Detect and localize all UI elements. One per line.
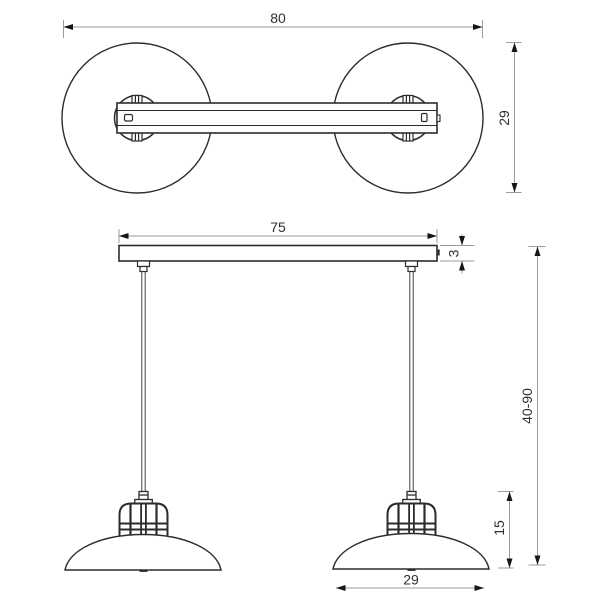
dimension-suspension-range — [519, 247, 546, 566]
arrow-left-icon — [119, 233, 129, 239]
dimension-shade-width — [336, 572, 484, 592]
front-view-dimensions — [119, 219, 546, 591]
dim-label-canopy-width: 75 — [270, 219, 286, 235]
canopy-bar — [119, 246, 437, 262]
dimension-shade-height — [491, 492, 514, 569]
top-view — [62, 43, 483, 193]
dim-label-suspension-range: 40-90 — [519, 388, 535, 424]
arrow-left-icon — [64, 24, 74, 30]
dim-label-top-width: 80 — [270, 10, 286, 26]
lamp-holder-right — [388, 504, 436, 536]
dim-label-top-depth: 29 — [496, 110, 512, 126]
cord-mounts — [138, 261, 418, 272]
arrow-down-icon — [512, 183, 518, 193]
cord-ferrules — [135, 492, 421, 504]
lamp-holder-left — [120, 504, 168, 536]
arrow-down-icon — [507, 559, 513, 569]
canopy-end-nub — [437, 250, 439, 255]
dim-label-canopy-height: 3 — [445, 249, 462, 258]
arrow-up-icon — [507, 492, 513, 502]
dimension-top-overall-width — [64, 10, 483, 38]
dimension-canopy-height — [440, 234, 475, 274]
suspension-cords — [142, 272, 413, 492]
top-view-bar-end-nub — [437, 115, 440, 122]
dim-label-shade-height: 15 — [491, 520, 507, 536]
top-view-cross-bar — [117, 103, 437, 133]
arrow-left-icon — [336, 585, 346, 591]
arrow-down-icon — [459, 236, 465, 246]
arrow-down-icon — [535, 556, 541, 566]
arrow-up-icon — [512, 43, 518, 53]
arrow-up-icon — [535, 247, 541, 257]
arrow-right-icon — [473, 24, 483, 30]
arrow-right-icon — [475, 585, 485, 591]
arrow-right-icon — [428, 233, 438, 239]
arrow-up-icon — [459, 261, 465, 271]
dimension-canopy-width — [119, 219, 437, 243]
front-view — [65, 246, 489, 571]
dimension-top-shade-diameter — [496, 43, 522, 193]
dim-label-shade-width: 29 — [403, 571, 419, 588]
shade-right — [333, 534, 489, 570]
shade-left — [65, 535, 221, 571]
